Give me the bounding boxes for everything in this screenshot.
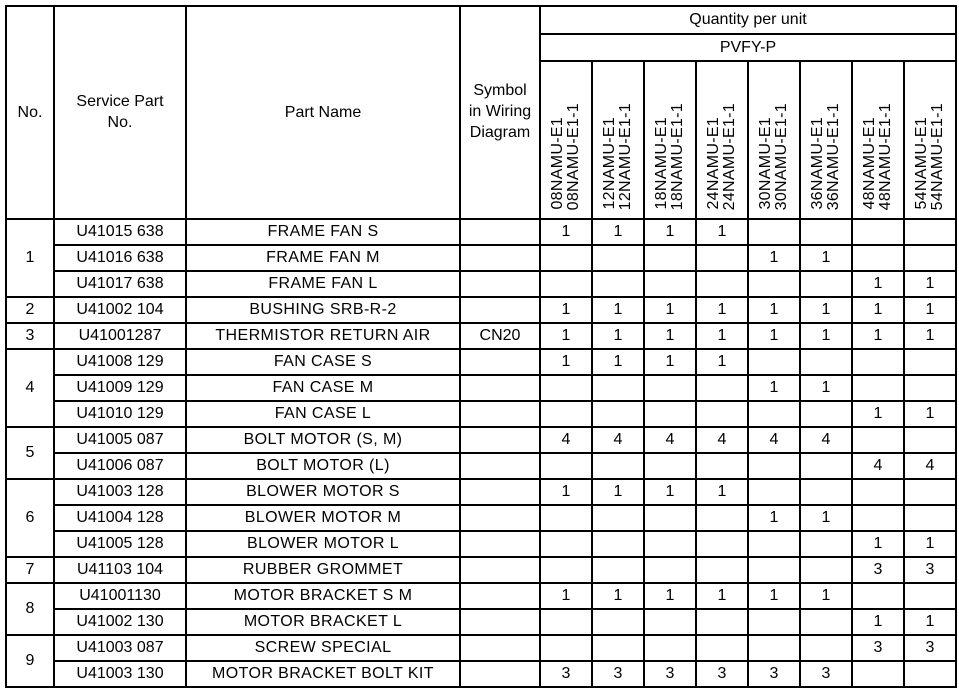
quantity-cell [696, 505, 748, 531]
header-service-part-no: Service Part No. [54, 6, 186, 219]
table-row [6, 479, 956, 505]
wiring-symbol [460, 349, 540, 375]
part-name: FRAME FAN S [186, 219, 460, 245]
table-row [6, 219, 956, 245]
quantity-cell [644, 453, 696, 479]
wiring-symbol [460, 219, 540, 245]
quantity-cell [644, 609, 696, 635]
model-label: 08NAMU-E1 [549, 117, 566, 210]
service-part-no: U41003 087 [54, 635, 186, 661]
header-symbol: Symbol in Wiring Diagram [460, 6, 540, 219]
quantity-cell [748, 271, 800, 297]
quantity-cell [748, 557, 800, 583]
model-label: 48NAMU-E1 [861, 117, 878, 210]
part-name: FAN CASE M [186, 375, 460, 401]
part-name: BLOWER MOTOR L [186, 531, 460, 557]
quantity-cell: 4 [592, 427, 644, 453]
model-label: 12NAMU-E1-1 [617, 102, 634, 210]
quantity-cell [592, 531, 644, 557]
service-part-no: U41005 087 [54, 427, 186, 453]
quantity-cell: 1 [904, 297, 956, 323]
quantity-cell [540, 271, 592, 297]
quantity-cell: 1 [852, 297, 904, 323]
part-name: SCREW SPECIAL [186, 635, 460, 661]
quantity-cell [696, 245, 748, 271]
parts-list-sheet [5, 5, 957, 688]
quantity-cell [800, 453, 852, 479]
part-name: MOTOR BRACKET BOLT KIT [186, 661, 460, 687]
table-row [6, 609, 956, 635]
model-header-cell [904, 61, 956, 219]
model-label: 36NAMU-E1-1 [825, 102, 842, 210]
quantity-cell [540, 557, 592, 583]
quantity-cell [540, 401, 592, 427]
quantity-cell: 1 [592, 349, 644, 375]
quantity-cell: 4 [800, 427, 852, 453]
table-row [6, 635, 956, 661]
quantity-cell [904, 505, 956, 531]
quantity-cell [852, 661, 904, 687]
quantity-cell: 1 [540, 297, 592, 323]
quantity-cell [644, 557, 696, 583]
quantity-cell: 3 [748, 661, 800, 687]
item-number: 2 [6, 297, 54, 323]
quantity-cell: 1 [800, 505, 852, 531]
service-part-no: U41002 104 [54, 297, 186, 323]
table-row [6, 557, 956, 583]
quantity-cell: 1 [904, 401, 956, 427]
quantity-cell [748, 401, 800, 427]
quantity-cell: 3 [696, 661, 748, 687]
quantity-cell: 1 [800, 583, 852, 609]
quantity-cell [592, 271, 644, 297]
quantity-cell: 1 [592, 297, 644, 323]
quantity-cell: 1 [748, 583, 800, 609]
part-name: BLOWER MOTOR M [186, 505, 460, 531]
quantity-cell [852, 245, 904, 271]
quantity-cell [592, 401, 644, 427]
quantity-cell: 1 [904, 271, 956, 297]
quantity-cell [592, 557, 644, 583]
quantity-cell [540, 245, 592, 271]
quantity-cell [852, 505, 904, 531]
quantity-cell [904, 479, 956, 505]
model-label: 54NAMU-E1-1 [929, 102, 946, 210]
part-name: FAN CASE S [186, 349, 460, 375]
quantity-cell: 1 [748, 297, 800, 323]
quantity-cell [592, 453, 644, 479]
quantity-cell [696, 557, 748, 583]
model-header-cell [592, 61, 644, 219]
part-name: FRAME FAN M [186, 245, 460, 271]
quantity-cell [540, 375, 592, 401]
quantity-cell [800, 349, 852, 375]
quantity-cell [800, 635, 852, 661]
service-part-no: U41015 638 [54, 219, 186, 245]
part-name: FRAME FAN L [186, 271, 460, 297]
model-label: 24NAMU-E1-1 [721, 102, 738, 210]
quantity-cell [696, 271, 748, 297]
wiring-symbol [460, 635, 540, 661]
quantity-cell [644, 635, 696, 661]
quantity-cell [800, 271, 852, 297]
service-part-no: U41003 130 [54, 661, 186, 687]
item-number: 6 [6, 479, 54, 557]
quantity-cell [644, 375, 696, 401]
quantity-cell [748, 349, 800, 375]
quantity-cell: 1 [644, 219, 696, 245]
service-part-no: U41005 128 [54, 531, 186, 557]
table-row [6, 531, 956, 557]
quantity-cell: 1 [696, 349, 748, 375]
model-label: 18NAMU-E1-1 [669, 102, 686, 210]
quantity-cell [852, 479, 904, 505]
quantity-cell: 1 [592, 479, 644, 505]
quantity-cell [852, 349, 904, 375]
service-part-no: U41017 638 [54, 271, 186, 297]
model-header-cell [800, 61, 852, 219]
item-number: 4 [6, 349, 54, 427]
quantity-cell [852, 583, 904, 609]
parts-table [5, 5, 957, 688]
quantity-cell [696, 375, 748, 401]
table-row [6, 323, 956, 349]
table-row [6, 375, 956, 401]
header-quantity-per-unit: Quantity per unit [540, 6, 956, 34]
quantity-cell [800, 531, 852, 557]
table-row [6, 349, 956, 375]
quantity-cell [904, 219, 956, 245]
quantity-cell: 4 [696, 427, 748, 453]
quantity-cell [800, 219, 852, 245]
wiring-symbol [460, 427, 540, 453]
header-part-name: Part Name [186, 6, 460, 219]
wiring-symbol [460, 609, 540, 635]
quantity-cell [644, 245, 696, 271]
quantity-cell: 1 [852, 401, 904, 427]
wiring-symbol [460, 505, 540, 531]
quantity-cell: 1 [592, 323, 644, 349]
quantity-cell [852, 375, 904, 401]
quantity-cell: 1 [800, 323, 852, 349]
model-header-cell [748, 61, 800, 219]
quantity-cell: 1 [852, 323, 904, 349]
quantity-cell [904, 427, 956, 453]
part-name: BOLT MOTOR (S, M) [186, 427, 460, 453]
table-row [6, 583, 956, 609]
table-row [6, 505, 956, 531]
quantity-cell [904, 245, 956, 271]
quantity-cell: 3 [540, 661, 592, 687]
quantity-cell: 1 [540, 479, 592, 505]
quantity-cell [852, 219, 904, 245]
table-row [6, 427, 956, 453]
service-part-no: U41009 129 [54, 375, 186, 401]
quantity-cell [748, 479, 800, 505]
service-part-no: U41001130 [54, 583, 186, 609]
table-row [6, 401, 956, 427]
quantity-cell [748, 453, 800, 479]
service-part-no: U41008 129 [54, 349, 186, 375]
quantity-cell [696, 453, 748, 479]
quantity-cell: 1 [540, 323, 592, 349]
quantity-cell: 1 [904, 609, 956, 635]
quantity-cell [800, 557, 852, 583]
model-label: 30NAMU-E1-1 [773, 102, 790, 210]
quantity-cell [748, 219, 800, 245]
wiring-symbol [460, 271, 540, 297]
quantity-cell [800, 401, 852, 427]
header-series: PVFY-P [540, 34, 956, 61]
model-label: 08NAMU-E1-1 [565, 102, 582, 210]
quantity-cell [748, 609, 800, 635]
table-row [6, 271, 956, 297]
quantity-cell [696, 635, 748, 661]
service-part-no: U41001287 [54, 323, 186, 349]
item-number: 3 [6, 323, 54, 349]
quantity-cell: 1 [852, 271, 904, 297]
model-label: 36NAMU-E1 [809, 117, 826, 210]
wiring-symbol [460, 583, 540, 609]
quantity-cell: 3 [904, 557, 956, 583]
quantity-cell [904, 375, 956, 401]
parts-table-body [6, 6, 956, 687]
quantity-cell [748, 531, 800, 557]
quantity-cell [696, 531, 748, 557]
quantity-cell [592, 505, 644, 531]
service-part-no: U41004 128 [54, 505, 186, 531]
part-name: BUSHING SRB-R-2 [186, 297, 460, 323]
part-name: THERMISTOR RETURN AIR [186, 323, 460, 349]
quantity-cell: 4 [852, 453, 904, 479]
table-row [6, 661, 956, 687]
service-part-no: U41003 128 [54, 479, 186, 505]
item-number: 9 [6, 635, 54, 687]
quantity-cell [696, 401, 748, 427]
quantity-cell: 1 [644, 583, 696, 609]
quantity-cell: 1 [800, 245, 852, 271]
table-row [6, 453, 956, 479]
wiring-symbol: CN20 [460, 323, 540, 349]
quantity-cell: 1 [592, 219, 644, 245]
wiring-symbol [460, 401, 540, 427]
quantity-cell: 3 [852, 557, 904, 583]
quantity-cell: 1 [644, 479, 696, 505]
model-label: 12NAMU-E1 [601, 117, 618, 210]
quantity-cell [904, 661, 956, 687]
quantity-cell [748, 635, 800, 661]
wiring-symbol [460, 557, 540, 583]
model-header-cell [644, 61, 696, 219]
quantity-cell: 4 [644, 427, 696, 453]
quantity-cell: 1 [696, 583, 748, 609]
item-number: 5 [6, 427, 54, 479]
model-label: 48NAMU-E1-1 [877, 102, 894, 210]
quantity-cell: 4 [540, 427, 592, 453]
quantity-cell [592, 635, 644, 661]
quantity-cell: 1 [748, 375, 800, 401]
part-name: FAN CASE L [186, 401, 460, 427]
quantity-cell [904, 349, 956, 375]
quantity-cell: 1 [800, 375, 852, 401]
wiring-symbol [460, 531, 540, 557]
quantity-cell: 4 [904, 453, 956, 479]
model-header-cell [540, 61, 592, 219]
quantity-cell: 1 [696, 297, 748, 323]
quantity-cell: 3 [800, 661, 852, 687]
part-name: RUBBER GROMMET [186, 557, 460, 583]
quantity-cell [592, 245, 644, 271]
header-no: No. [6, 6, 54, 219]
item-number: 1 [6, 219, 54, 297]
quantity-cell: 1 [696, 323, 748, 349]
quantity-cell [696, 609, 748, 635]
part-name: MOTOR BRACKET S M [186, 583, 460, 609]
quantity-cell: 1 [852, 609, 904, 635]
quantity-cell [800, 609, 852, 635]
model-label: 54NAMU-E1 [913, 117, 930, 210]
model-label: 24NAMU-E1 [705, 117, 722, 210]
service-part-no: U41002 130 [54, 609, 186, 635]
quantity-cell [644, 531, 696, 557]
quantity-cell: 1 [800, 297, 852, 323]
quantity-cell: 1 [644, 297, 696, 323]
quantity-cell: 1 [696, 219, 748, 245]
table-row [6, 297, 956, 323]
quantity-cell [644, 505, 696, 531]
wiring-symbol [460, 245, 540, 271]
service-part-no: U41016 638 [54, 245, 186, 271]
quantity-cell: 3 [592, 661, 644, 687]
part-name: MOTOR BRACKET L [186, 609, 460, 635]
wiring-symbol [460, 479, 540, 505]
service-part-no: U41006 087 [54, 453, 186, 479]
quantity-cell: 3 [904, 635, 956, 661]
quantity-cell: 1 [748, 323, 800, 349]
quantity-cell: 1 [852, 531, 904, 557]
service-part-no: U41010 129 [54, 401, 186, 427]
table-row [6, 245, 956, 271]
quantity-cell: 1 [904, 323, 956, 349]
wiring-symbol [460, 453, 540, 479]
quantity-cell: 3 [852, 635, 904, 661]
model-label: 30NAMU-E1 [757, 117, 774, 210]
quantity-cell: 1 [644, 323, 696, 349]
wiring-symbol [460, 661, 540, 687]
quantity-cell: 1 [644, 349, 696, 375]
quantity-cell: 1 [592, 583, 644, 609]
quantity-cell: 1 [748, 245, 800, 271]
quantity-cell: 4 [748, 427, 800, 453]
quantity-cell: 3 [644, 661, 696, 687]
quantity-cell [540, 531, 592, 557]
quantity-cell [644, 271, 696, 297]
quantity-cell [540, 635, 592, 661]
quantity-cell [592, 375, 644, 401]
quantity-cell [800, 479, 852, 505]
quantity-cell: 1 [540, 219, 592, 245]
item-number: 7 [6, 557, 54, 583]
quantity-cell [540, 505, 592, 531]
wiring-symbol [460, 375, 540, 401]
quantity-cell [540, 453, 592, 479]
model-header-cell [696, 61, 748, 219]
quantity-cell [644, 401, 696, 427]
quantity-cell [540, 609, 592, 635]
quantity-cell: 1 [904, 531, 956, 557]
quantity-cell [852, 427, 904, 453]
quantity-cell: 1 [696, 479, 748, 505]
quantity-cell: 1 [540, 583, 592, 609]
part-name: BLOWER MOTOR S [186, 479, 460, 505]
quantity-cell: 1 [748, 505, 800, 531]
wiring-symbol [460, 297, 540, 323]
part-name: BOLT MOTOR (L) [186, 453, 460, 479]
model-label: 18NAMU-E1 [653, 117, 670, 210]
service-part-no: U41103 104 [54, 557, 186, 583]
quantity-cell: 1 [540, 349, 592, 375]
quantity-cell [592, 609, 644, 635]
quantity-cell [904, 583, 956, 609]
model-header-cell [852, 61, 904, 219]
item-number: 8 [6, 583, 54, 635]
